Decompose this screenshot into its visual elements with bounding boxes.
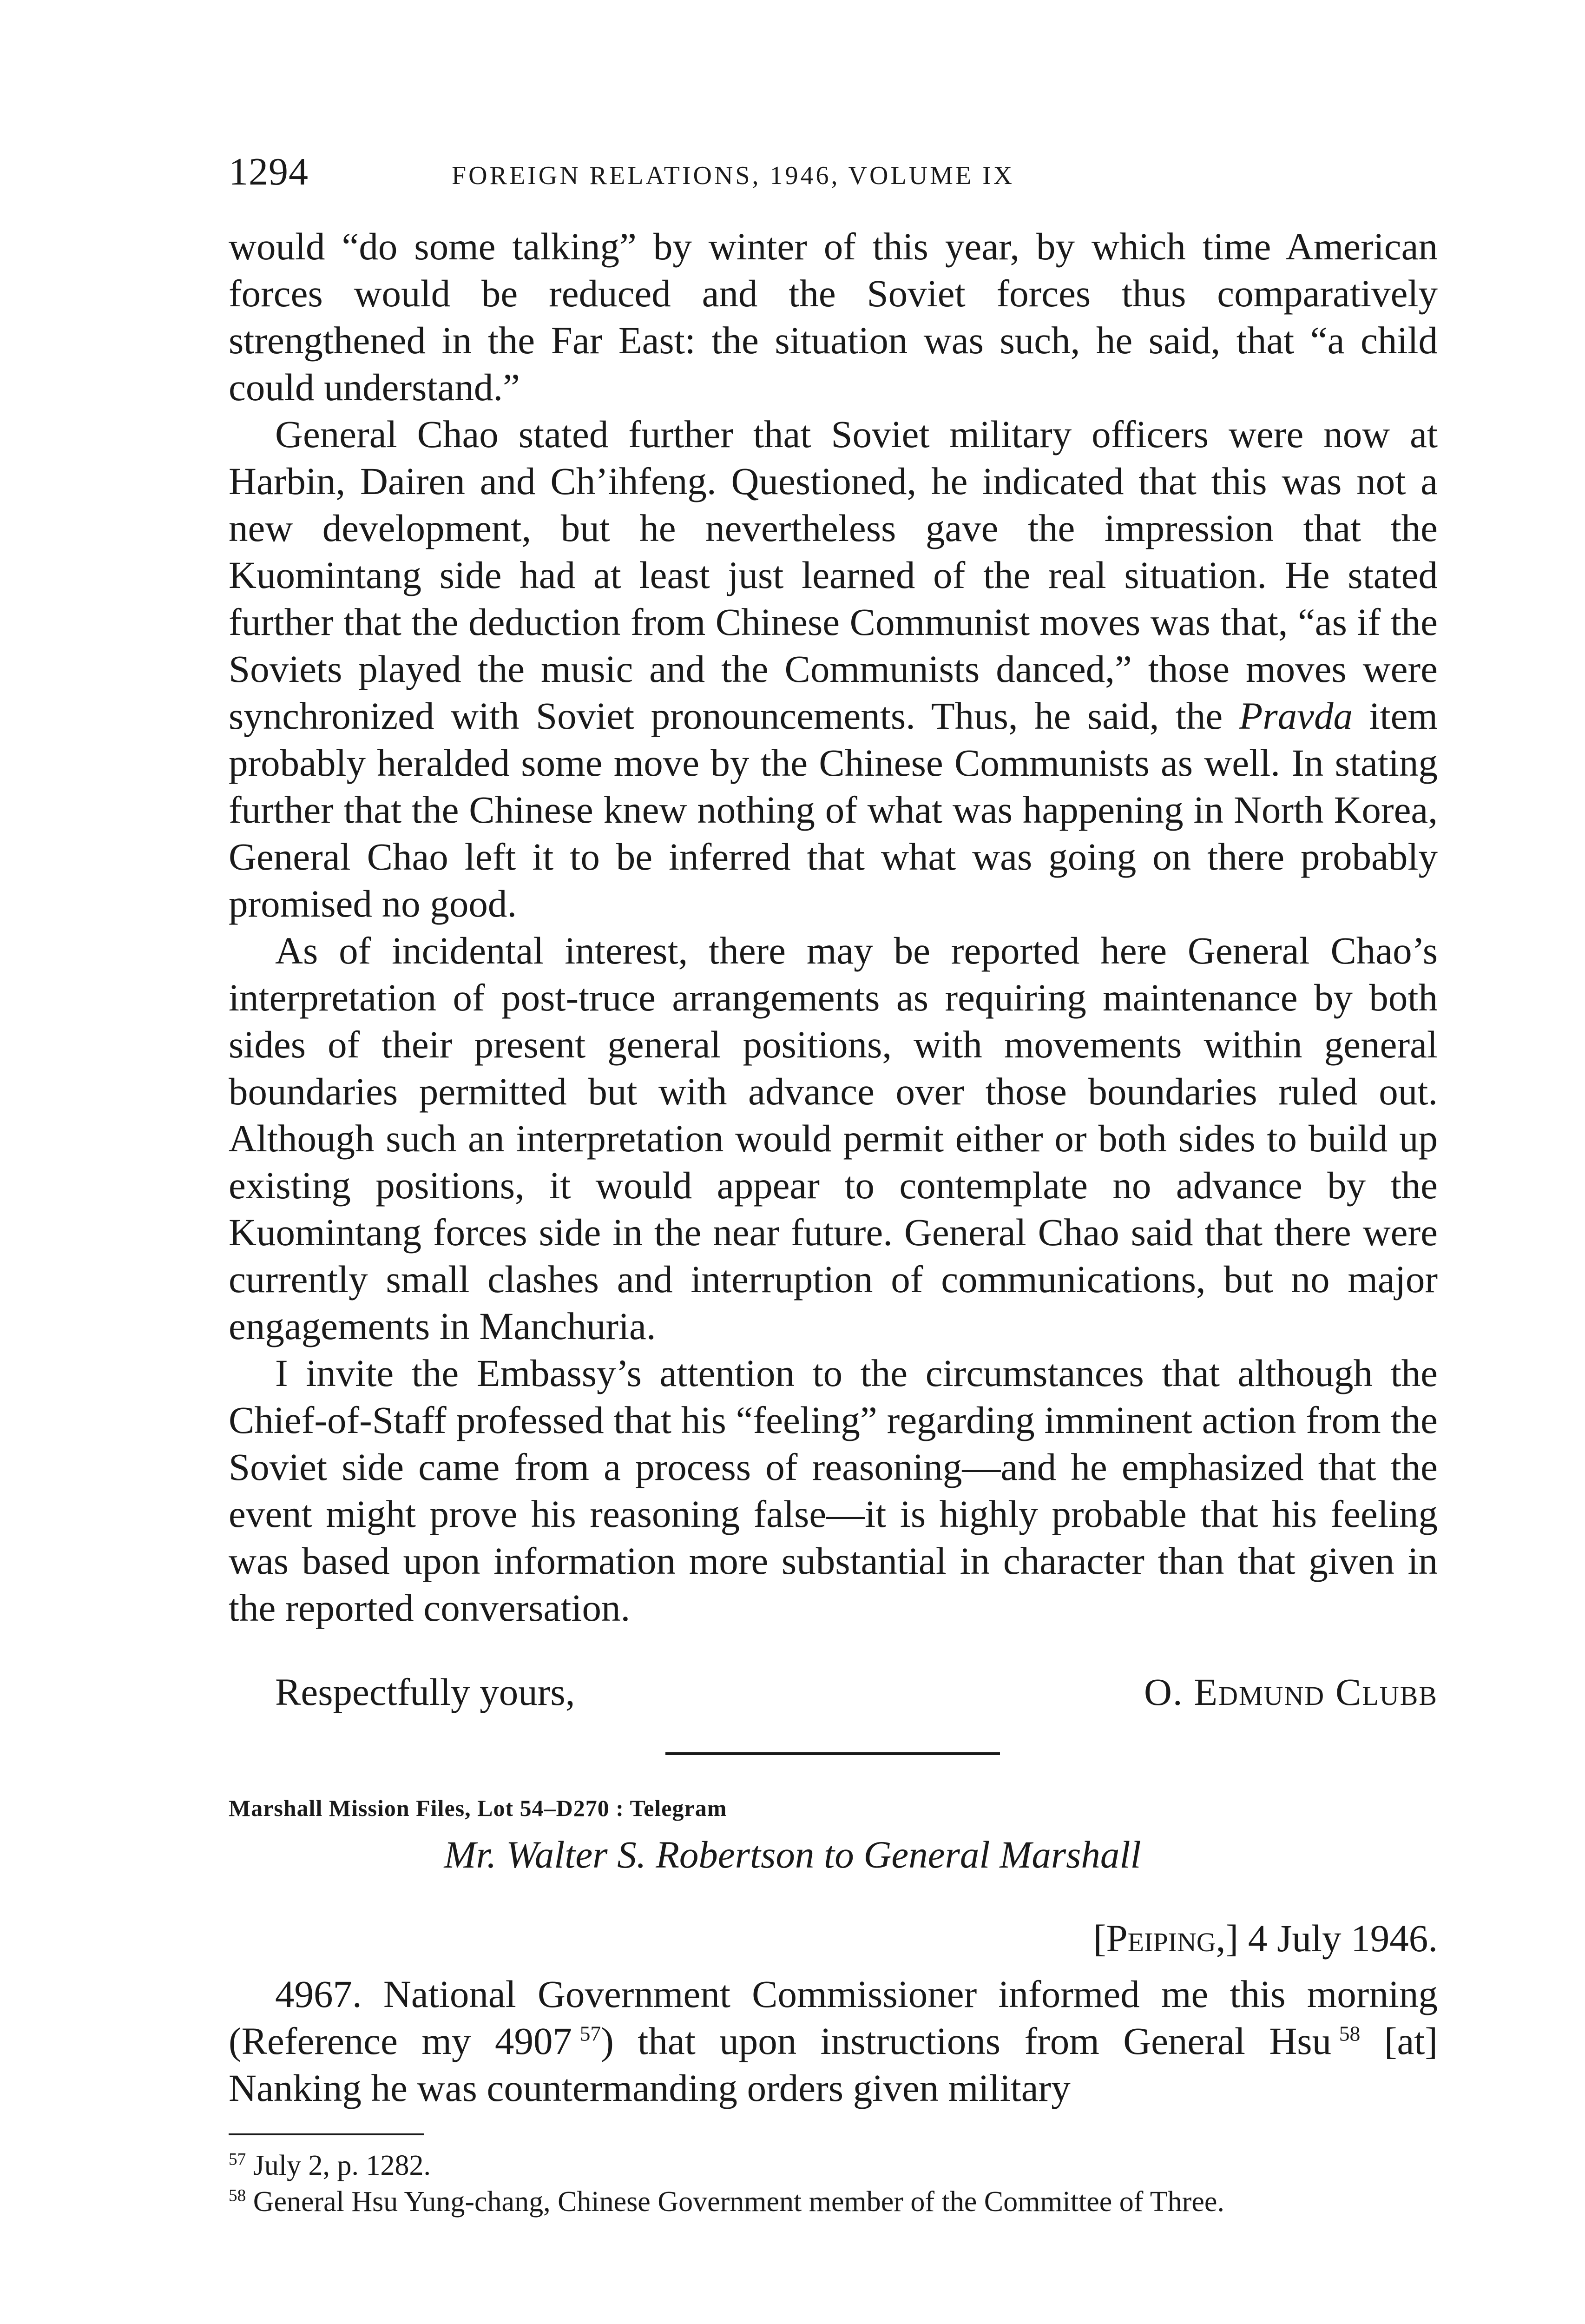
- telegram-body: [229, 1971, 1438, 2112]
- telegram-text: ) that upon instructions from General Hsu: [601, 2020, 1332, 2062]
- source-note: Marshall Mission Files, Lot 54–D270 : Telegram: [229, 1795, 727, 1821]
- footnote: [229, 2184, 1438, 2220]
- letter-paragraph: As of incidental interest, there may be reported here General Chao’s interpretation of post-truce arrangements as requiring maintenance by both sides of their present general positions, with movements within general boundaries permitted but with advance over those boundaries ruled out. Although such an interpretation would permit either or both sides to build up existing positions, it would appear to contemplate no advance by the Kuomintang forces side in the near future. General Chao said that there were currently small clashes and interruption of communications, but no major engagements in Manchuria.: [229, 929, 1438, 1347]
- telegram-number: 4967.: [275, 1973, 362, 2015]
- signer-name: O. Edmund Clubb: [1144, 1670, 1438, 1713]
- paragraph-text: item probably heralded some move by the Chinese Communists as well. In stating further that the Chinese knew nothing of what was happening in North Korea, General Chao left it to be inferred that what was going on there probably promised no good.: [229, 694, 1438, 925]
- footnote-ref[interactable]: 57: [579, 2021, 601, 2046]
- dateline-place: [Peiping,]: [1093, 1917, 1239, 1960]
- dateline: [1093, 1915, 1438, 1962]
- letter-paragraph: would “do some talking” by winter of this year, by which time American forces would be reduced and the Soviet forces thus comparatively strengthened in the Far East: the situation was such, he said, that “a child could understand.”: [229, 225, 1438, 409]
- footnotes: [229, 2147, 1438, 2220]
- paragraph-text: General Chao stated further that Soviet military officers were now at Harbin, Dairen and Ch’ihfeng. Questioned, he indicated that this was not a new development, but he nevertheless gave the impression that the Kuomintang side had at least just learned of the real situation. He stated further that the deduction from Chinese Communist moves was that, “as if the Soviets played the music and the Communists danced,” those moves were synchronized with Soviet pronouncements. Thus, he said, the: [229, 413, 1438, 737]
- page-header: [229, 144, 1437, 200]
- footnote-rule: [229, 2133, 424, 2135]
- dateline-date: 4 July 1946.: [1248, 1917, 1438, 1960]
- telegram-paragraph: [229, 1971, 1438, 2112]
- page-number: 1294: [229, 150, 309, 193]
- running-head: FOREIGN RELATIONS, 1946, VOLUME IX: [452, 161, 1015, 190]
- newspaper-title: Pravda: [1239, 694, 1353, 737]
- footnote-ref[interactable]: 58: [1339, 2021, 1361, 2046]
- footnote-marker: 58: [229, 2186, 246, 2205]
- telegram-text: National Government Commissioner informed me this morning (Reference my 4907: [229, 1973, 1438, 2062]
- telegram-text: [at] Nanking he was countermanding orders given military: [229, 2020, 1438, 2109]
- footnote: [229, 2147, 1438, 2184]
- document-title: Mr. Walter S. Robertson to General Marshall: [444, 1833, 1141, 1876]
- footnote-text: General Hsu Yung-chang, Chinese Government member of the Committee of Three.: [246, 2186, 1224, 2218]
- closing: Respectfully yours,: [275, 1670, 575, 1713]
- section-divider: [665, 1752, 1000, 1755]
- letter-paragraph: [229, 411, 1438, 927]
- letter-paragraph: I invite the Embassy’s attention to the circumstances that although the Chief-of-Staff professed that his “feeling” regarding imminent action from the Soviet side came from a process of reasoning—and he emphasized that the event might prove his reasoning false—it is highly probable that his feeling was based upon information more substantial in character than that given in the reported conversation.: [229, 1352, 1438, 1629]
- footnote-text: July 2, p. 1282.: [246, 2150, 431, 2181]
- letter-body: [229, 223, 1438, 1631]
- footnote-marker: 57: [229, 2150, 246, 2169]
